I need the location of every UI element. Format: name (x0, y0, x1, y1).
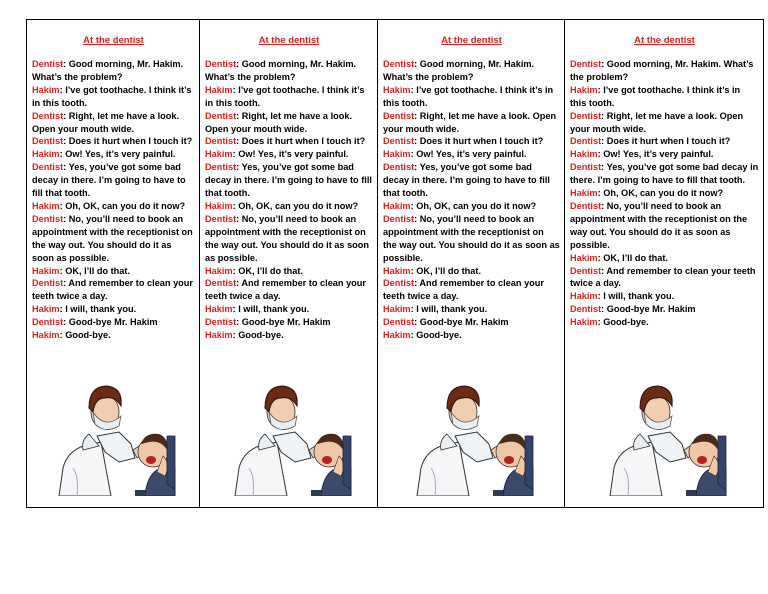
line-text: : Good morning, Mr. Hakim. What’s the problem? (383, 59, 535, 82)
speaker-name: Hakim (32, 265, 60, 276)
dialog-line (32, 329, 195, 342)
line-text: : Yes, you’ve got some bad decay in there. I’m going to have to fill that tooth. (570, 162, 759, 186)
dialog-line (570, 135, 759, 148)
dialog-line (205, 135, 373, 148)
speaker-name: Hakim (383, 84, 411, 95)
dialog-line (570, 316, 759, 329)
line-text: : Does it hurt when I touch it? (236, 136, 366, 147)
dialog-line (570, 290, 759, 303)
line-text: : Good morning, Mr. Hakim. What’s the problem? (570, 59, 754, 82)
line-text: : I’ve got toothache. I think it’s in this tooth. (32, 84, 192, 108)
line-text: : Ow! Yes, it’s very painful. (597, 149, 714, 160)
line-text: : I’ve got toothache. I think it’s in this tooth. (383, 84, 554, 108)
speaker-name: Hakim (383, 149, 411, 160)
line-text: : OK, I’ll do that. (410, 265, 482, 276)
speaker-name: Hakim (32, 84, 60, 95)
card-title: At the dentist (634, 35, 695, 46)
speaker-name: Dentist (32, 213, 64, 224)
line-text: : Right, let me have a look. Open your mouth wide. (205, 110, 353, 134)
speaker-name: Hakim (205, 330, 233, 341)
line-text: : Good-bye Mr. Hakim (63, 317, 158, 328)
line-text: : I will, thank you. (232, 304, 310, 315)
dialog-line (205, 161, 373, 200)
speaker-name: Hakim (383, 200, 411, 211)
card-title: At the dentist (83, 35, 144, 46)
speaker-name: Dentist (383, 110, 415, 121)
dialog-card-2 (200, 20, 378, 507)
line-text: : Ow! Yes, it’s very painful. (59, 149, 176, 160)
dialog-line (570, 84, 759, 110)
speaker-name: Dentist (570, 136, 602, 147)
dialog-line (383, 148, 560, 161)
dialog-line (205, 84, 373, 110)
speaker-name: Dentist (570, 265, 602, 276)
speaker-name: Dentist (570, 59, 602, 69)
line-text: : Good-bye. (410, 330, 462, 341)
line-text: : OK, I’ll do that. (59, 265, 131, 276)
speaker-name: Dentist (205, 213, 237, 224)
speaker-name: Dentist (32, 59, 64, 69)
dialog-line (570, 252, 759, 265)
dialog-text (32, 58, 195, 342)
line-text: : Oh, OK, can you do it now? (232, 200, 359, 211)
speaker-name: Hakim (383, 330, 411, 341)
speaker-name: Hakim (570, 84, 598, 95)
dialog-line (570, 187, 759, 200)
speaker-name: Hakim (32, 200, 60, 211)
line-text: : Good-bye. (597, 317, 649, 328)
dentist-illustration (600, 372, 728, 496)
dialog-line (32, 303, 195, 316)
dialog-line (383, 265, 560, 278)
line-text: : No, you’ll need to book an appointment with the receptionist on the way out. You should do it as soon as possible. (205, 213, 370, 263)
dialog-line (205, 316, 373, 329)
line-text: : Oh, OK, can you do it now? (410, 200, 537, 211)
line-text: : Good-bye. (232, 330, 284, 341)
speaker-name: Hakim (205, 200, 233, 211)
dialog-line (32, 110, 195, 136)
dialog-line (32, 277, 195, 303)
speaker-name: Dentist (383, 59, 415, 69)
speaker-name: Dentist (383, 213, 415, 224)
speaker-name: Dentist (32, 136, 64, 147)
line-text: : And remember to clean your teeth twice a day. (383, 278, 544, 302)
speaker-name: Dentist (205, 136, 237, 147)
speaker-name: Dentist (205, 278, 237, 289)
dialog-line (205, 148, 373, 161)
line-text: : No, you’ll need to book an appointment with the receptionist on the way out. You should do it as soon as possible. (32, 213, 193, 263)
line-text: : Good-bye Mr. Hakim (601, 304, 696, 315)
speaker-name: Hakim (570, 252, 598, 263)
dialog-line (570, 148, 759, 161)
worksheet-sheet (26, 19, 764, 508)
dialog-line (383, 213, 560, 265)
line-text: : Right, let me have a look. Open your mouth wide. (570, 110, 744, 134)
dentist-illustration (49, 372, 177, 496)
line-text: : I will, thank you. (59, 304, 137, 315)
dialog-line (205, 329, 373, 342)
dialog-line (32, 58, 195, 84)
dialog-line (383, 84, 560, 110)
line-text: : And remember to clean your teeth twice a day. (205, 278, 366, 302)
speaker-name: Hakim (383, 265, 411, 276)
line-text: : Does it hurt when I touch it? (414, 136, 544, 147)
dialog-line (32, 265, 195, 278)
speaker-name: Dentist (32, 110, 64, 121)
dialog-line (570, 110, 759, 136)
card-title: At the dentist (441, 35, 502, 46)
dialog-line (383, 277, 560, 303)
speaker-name: Dentist (383, 317, 415, 328)
speaker-name: Hakim (570, 149, 598, 160)
speaker-name: Dentist (383, 278, 415, 289)
speaker-name: Dentist (383, 162, 415, 173)
speaker-name: Dentist (570, 304, 602, 315)
dialog-line (570, 58, 759, 84)
line-text: : Good-bye Mr. Hakim (236, 317, 331, 328)
line-text: : I will, thank you. (597, 291, 675, 302)
dialog-line (32, 161, 195, 200)
line-text: : I’ve got toothache. I think it’s in this tooth. (570, 84, 741, 108)
dialog-line (32, 148, 195, 161)
speaker-name: Hakim (32, 330, 60, 341)
dialog-line (32, 213, 195, 265)
line-text: : Right, let me have a look. Open your mouth wide. (383, 110, 557, 134)
dialog-text (570, 58, 759, 329)
speaker-name: Dentist (383, 136, 415, 147)
speaker-name: Dentist (205, 110, 237, 121)
line-text: : Yes, you’ve got some bad decay in there. I’m going to have to fill that tooth. (32, 162, 186, 199)
card-title: At the dentist (258, 35, 320, 46)
speaker-name: Hakim (32, 304, 60, 315)
line-text: : I will, thank you. (410, 304, 488, 315)
speaker-name: Dentist (32, 278, 64, 289)
line-text: : OK, I’ll do that. (232, 265, 304, 276)
dialog-text (205, 58, 373, 342)
line-text: : Ow! Yes, it’s very painful. (232, 149, 349, 160)
speaker-name: Dentist (205, 162, 237, 173)
speaker-name: Dentist (32, 162, 64, 173)
dentist-illustration (407, 372, 535, 496)
dialog-line (570, 161, 759, 187)
line-text: : And remember to clean your teeth twice a day. (570, 265, 756, 289)
line-text: : Yes, you’ve got some bad decay in there. I’m going to have to fill that tooth. (205, 162, 372, 199)
speaker-name: Dentist (570, 162, 602, 173)
line-text: : Ow! Yes, it’s very painful. (410, 149, 527, 160)
speaker-name: Dentist (205, 317, 237, 328)
dialog-line (32, 200, 195, 213)
line-text: : Oh, OK, can you do it now? (597, 188, 724, 199)
line-text: : Good morning, Mr. Hakim. What’s the problem? (205, 59, 357, 82)
speaker-name: Dentist (570, 110, 602, 121)
dialog-line (570, 303, 759, 316)
speaker-name: Hakim (570, 317, 598, 328)
line-text: : I’ve got toothache. I think it’s in this tooth. (205, 84, 365, 108)
dialog-card-3 (378, 20, 565, 507)
dialog-line (32, 135, 195, 148)
dialog-line (383, 329, 560, 342)
speaker-name: Hakim (205, 84, 233, 95)
line-text: : No, you’ll need to book an appointment with the receptionist on the way out. You should do it as soon as possible. (570, 200, 748, 250)
dialog-line (205, 110, 373, 136)
dialog-card-4 (565, 20, 763, 507)
line-text: : Good morning, Mr. Hakim. What’s the problem? (32, 59, 184, 82)
speaker-name: Hakim (205, 304, 233, 315)
dialog-line (383, 135, 560, 148)
dialog-line (32, 84, 195, 110)
speaker-name: Hakim (32, 149, 60, 160)
speaker-name: Hakim (383, 304, 411, 315)
dialog-card-1 (27, 20, 200, 507)
dialog-text (383, 58, 560, 342)
dialog-line (205, 265, 373, 278)
speaker-name: Hakim (205, 149, 233, 160)
dialog-line (383, 316, 560, 329)
speaker-name: Hakim (570, 188, 598, 199)
line-text: : Right, let me have a look. Open your mouth wide. (32, 110, 180, 134)
dialog-line (570, 265, 759, 291)
dialog-line (383, 200, 560, 213)
line-text: : Does it hurt when I touch it? (601, 136, 731, 147)
dialog-line (205, 277, 373, 303)
dialog-line (205, 200, 373, 213)
dialog-line (32, 316, 195, 329)
speaker-name: Dentist (205, 59, 237, 69)
line-text: : Yes, you’ve got some bad decay in there. I’m going to have to fill that tooth. (383, 162, 550, 199)
dialog-line (383, 58, 560, 84)
speaker-name: Hakim (570, 291, 598, 302)
dialog-line (383, 161, 560, 200)
line-text: : Good-bye. (59, 330, 111, 341)
dialog-line (205, 213, 373, 265)
line-text: : No, you’ll need to book an appointment with the receptionist on the way out. You should do it as soon as possible. (383, 213, 560, 263)
speaker-name: Dentist (570, 200, 602, 211)
line-text: : And remember to clean your teeth twice a day. (32, 278, 193, 302)
dialog-line (383, 303, 560, 316)
dentist-illustration (225, 372, 353, 496)
speaker-name: Dentist (32, 317, 64, 328)
line-text: : Oh, OK, can you do it now? (59, 200, 186, 211)
line-text: : Good-bye Mr. Hakim (414, 317, 509, 328)
line-text: : OK, I’ll do that. (597, 252, 669, 263)
dialog-line (570, 200, 759, 252)
dialog-line (383, 110, 560, 136)
speaker-name: Hakim (205, 265, 233, 276)
dialog-line (205, 303, 373, 316)
line-text: : Does it hurt when I touch it? (63, 136, 193, 147)
dialog-line (205, 58, 373, 84)
